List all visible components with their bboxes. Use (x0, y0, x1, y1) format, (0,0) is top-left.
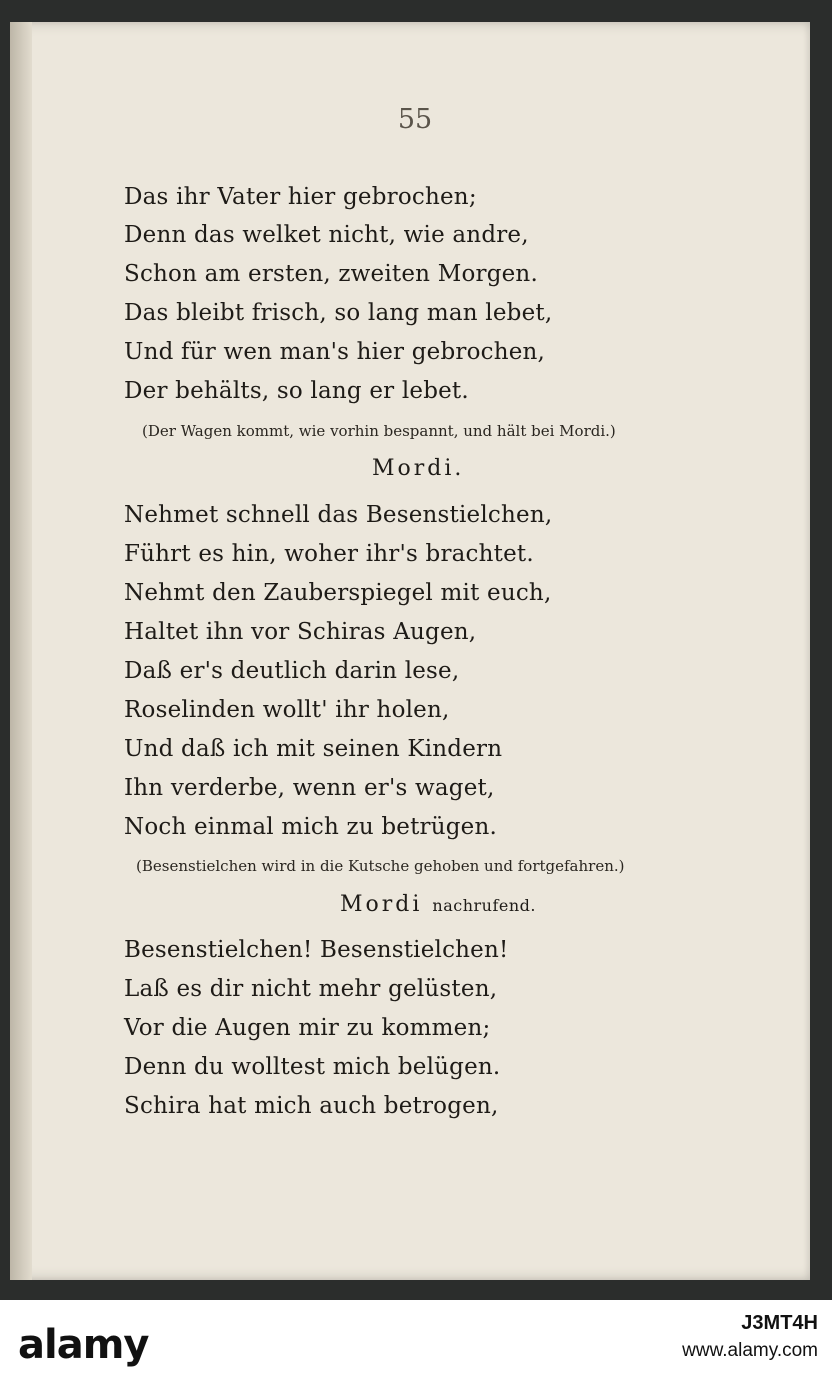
alamy-logo: alamy (18, 1322, 149, 1368)
speaker-name: Mordi. (372, 456, 465, 481)
verse-line: Haltet ihn vor Schiras Augen, (124, 619, 477, 645)
stage-direction: (Der Wagen kommt, wie vorhin bespannt, und hält bei Mordi.) (142, 422, 616, 440)
verse-line: Noch einmal mich zu betrügen. (124, 814, 498, 840)
verse-line: Der behälts, so lang er lebet. (124, 378, 469, 404)
verse-line: Denn das welket nicht, wie andre, (124, 222, 529, 248)
verse-line: Besenstielchen! Besenstielchen! (124, 937, 509, 963)
footer-url: www.alamy.com (682, 1340, 818, 1361)
verse-line: Nehmt den Zauberspiegel mit euch, (124, 580, 552, 606)
verse-line: Führt es hin, woher ihr's brachtet. (124, 541, 534, 567)
verse-line: Laß es dir nicht mehr gelüsten, (124, 976, 498, 1002)
verse-line: Schon am ersten, zweiten Morgen. (124, 261, 538, 287)
verse-line: Schira hat mich auch betrogen, (124, 1093, 499, 1119)
stage-direction: (Besenstielchen wird in die Kutsche gehoben und fortgefahren.) (136, 857, 625, 875)
verse-line: Vor die Augen mir zu kommen; (124, 1015, 491, 1041)
verse-line: Das ihr Vater hier gebrochen; (124, 184, 477, 210)
verse-line: Ihn verderbe, wenn er's waget, (124, 775, 495, 801)
verse-line: Denn du wolltest mich belügen. (124, 1054, 501, 1080)
image-id: J3MT4H (741, 1312, 818, 1334)
verse-line: Das bleibt frisch, so lang man lebet, (124, 300, 553, 326)
book-page (10, 22, 810, 1280)
watermark-footer (0, 1300, 832, 1390)
verse-line: Roselinden wollt' ihr holen, (124, 697, 450, 723)
verse-line: Und daß ich mit seinen Kindern (124, 736, 503, 762)
page-number: 55 (397, 104, 433, 135)
verse-line: Und für wen man's hier gebrochen, (124, 339, 546, 365)
speaker-line (340, 892, 536, 917)
verse-line: Daß er's deutlich darin lese, (124, 658, 460, 684)
verse-line: Nehmet schnell das Besenstielchen, (124, 502, 553, 528)
speaker-name: Mordi (340, 892, 423, 917)
speaker-direction: nachrufend. (432, 896, 537, 915)
page-spine-shadow (10, 22, 32, 1280)
